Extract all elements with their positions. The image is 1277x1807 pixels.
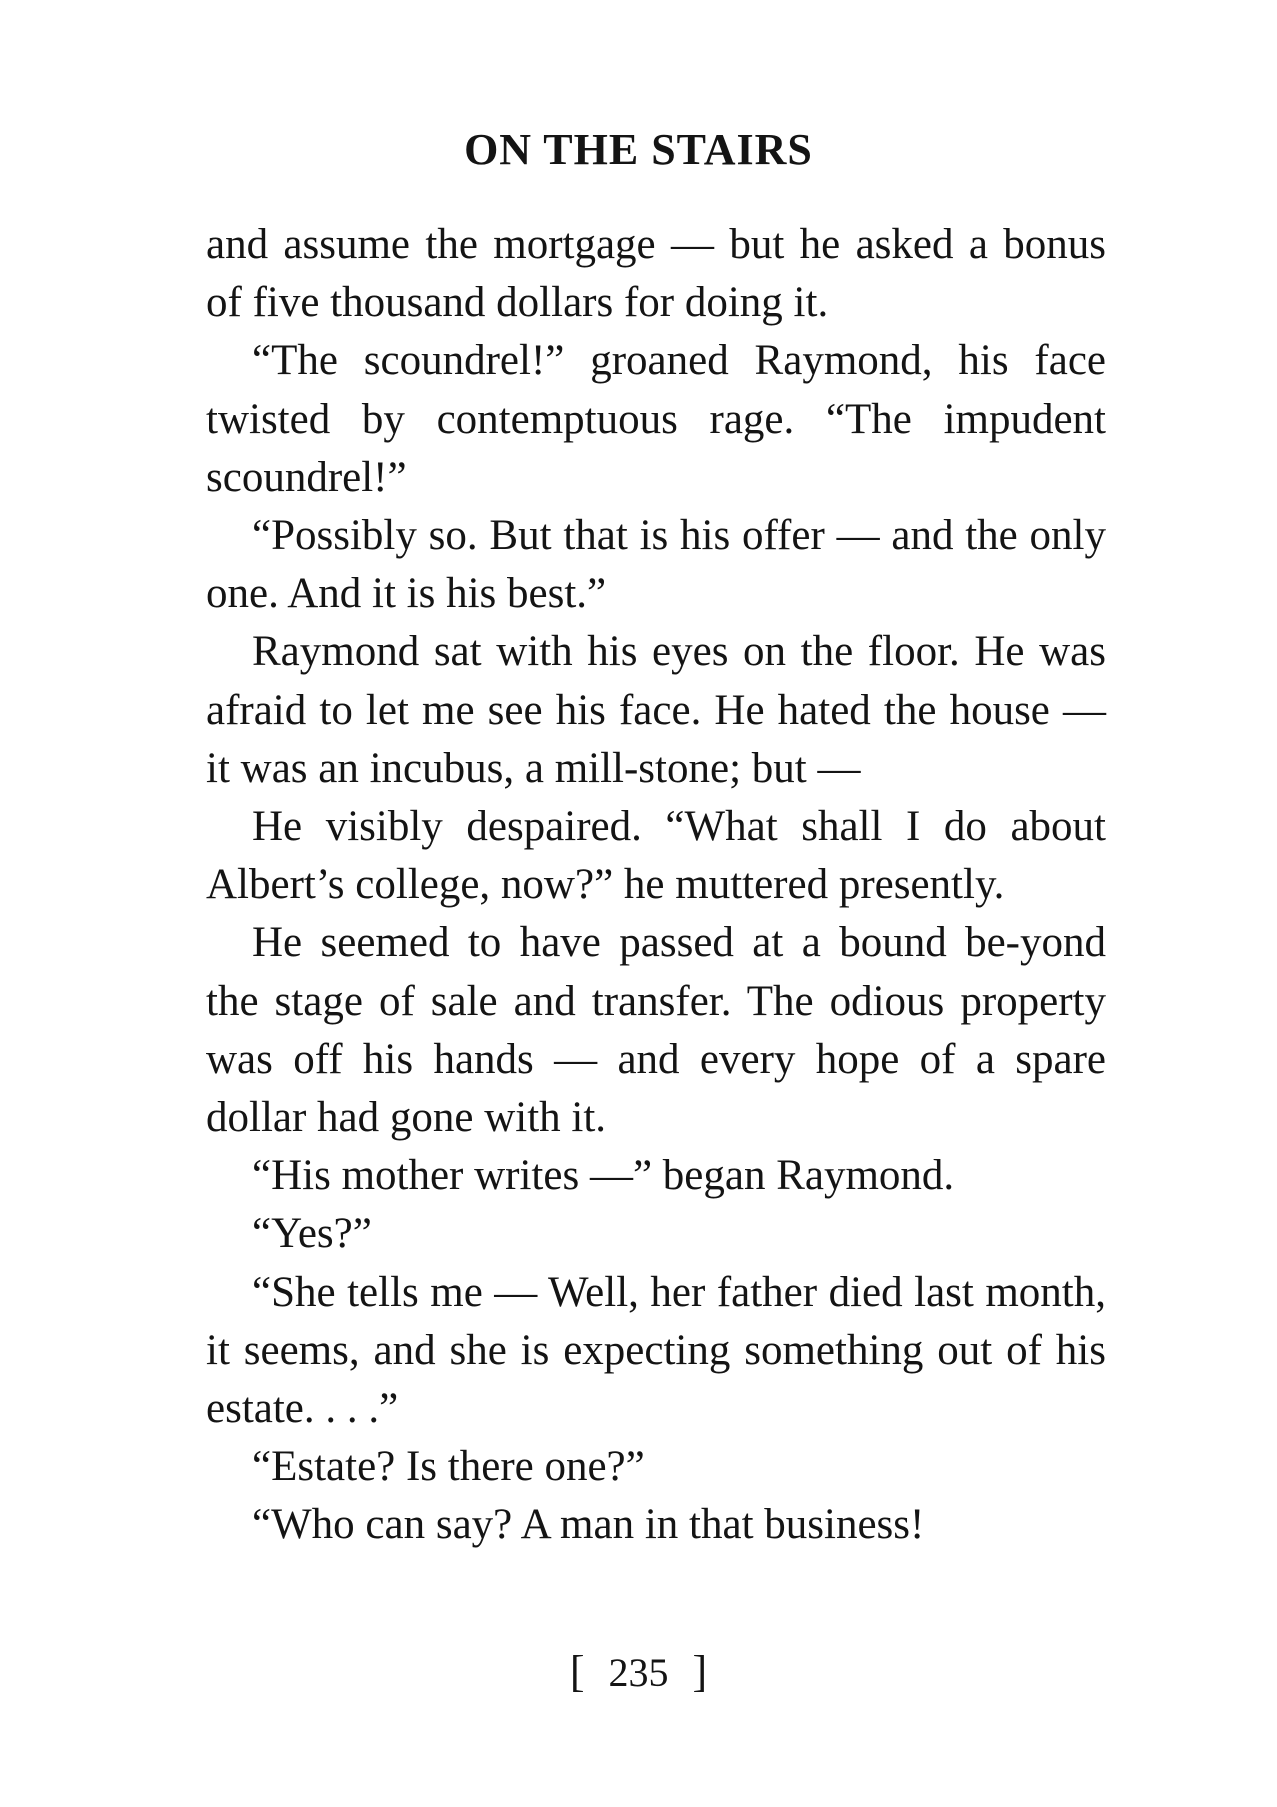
folio-number: 235 (608, 1650, 669, 1695)
folio-open-bracket: [ (569, 1647, 585, 1696)
paragraph: “The scoundrel!” groaned Raymond, his face twisted by contemptuous rage. “The impudent scoundrel!” (206, 337, 1106, 501)
paragraph: He visibly despaired. “What shall I do about Albert’s college, now?” he muttered presently. (206, 803, 1106, 909)
page-number (0, 1647, 1277, 1696)
paragraph: He seemed to have passed at a bound be-yond the stage of sale and transfer. The odious property was off his hands — and every hope of a spare dollar had gone with it. (206, 919, 1106, 1142)
paragraph: “Possibly so. But that is his offer — and the only one. And it is his best.” (206, 512, 1106, 618)
running-head: ON THE STAIRS (464, 125, 813, 174)
paragraph: “His mother writes —” began Raymond. (252, 1152, 955, 1200)
paragraph: “Who can say? A man in that business! (252, 1501, 925, 1549)
paragraph: “She tells me — Well, her father died last month, it seems, and she is expecting something out of his estate. . . .” (206, 1268, 1106, 1433)
paragraph: “Yes?” (252, 1210, 372, 1258)
folio-close-bracket: ] (692, 1647, 708, 1696)
paragraph: and assume the mortgage — but he asked a bonus of five thousand dollars for doing it. (206, 221, 1106, 327)
paragraph: Raymond sat with his eyes on the floor. He was afraid to let me see his face. He hated the house — it was an incubus, a mill-stone; but — (206, 628, 1106, 792)
body-text (206, 216, 1106, 1555)
paragraph: “Estate? Is there one?” (252, 1443, 645, 1491)
